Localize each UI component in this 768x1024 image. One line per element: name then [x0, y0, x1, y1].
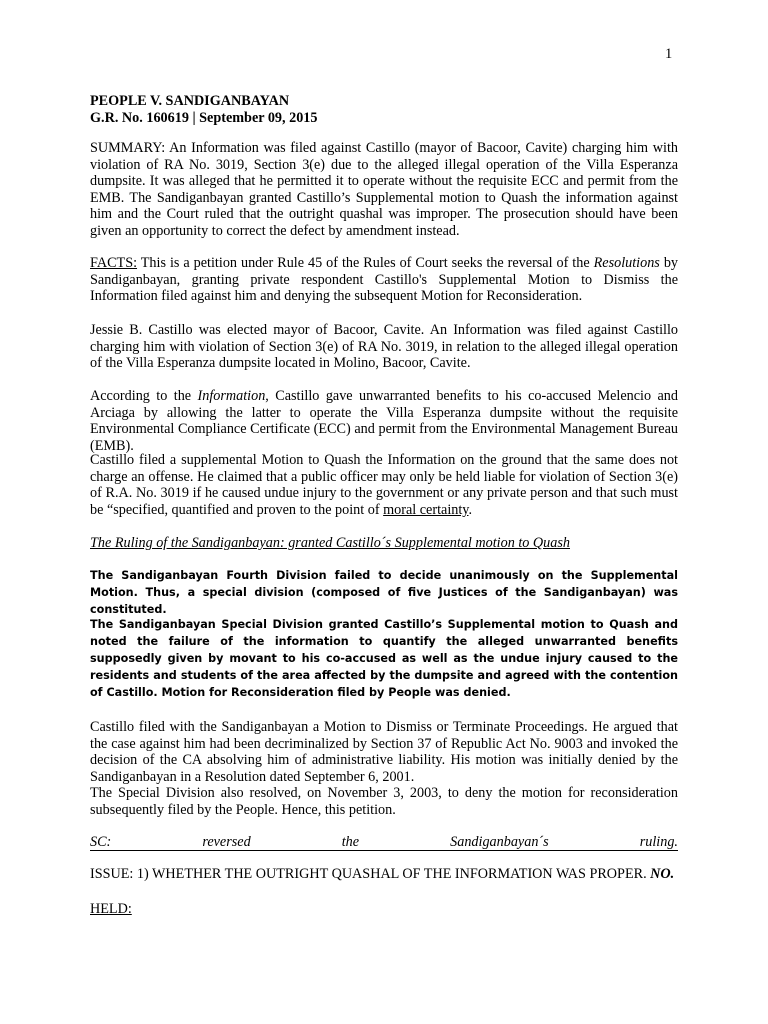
special-division-resolution-paragraph: The Special Division also resolved, on November 3, 2003, to deny the motion for reconsideration subsequently filed by the People. Hence, this petition. [90, 785, 678, 818]
facts-text-b: by Sandiganbayan, granting private respondent Castillo's Supplemental Motion to Dismiss the Information filed against him and denying the subsequent Motion for Reconsideration. [90, 255, 679, 305]
issue-answer: NO. [650, 866, 675, 882]
issue-text: ISSUE: 1) WHETHER THE OUTRIGHT QUASHAL OF THE INFORMATION WAS PROPER. [90, 866, 651, 882]
facts-label: FACTS: [90, 255, 138, 271]
case-name: PEOPLE V. SANDIGANBAYAN [90, 93, 290, 109]
sc-word-5: ruling. [639, 834, 678, 850]
sc-word-4: Sandiganbayan´s [450, 834, 549, 850]
special-division-paragraph: The Sandiganbayan Special Division granted Castillo’s Supplemental motion to Quash and noted the failure of the information to quantify the alleged unwarranted benefits supposedly given by movant to his co-accused as well as the undue injury caused to the residents and students of the area affected by the dumpsite and agreed with the contention of Castillo. Motion for Reconsideration filed by People was denied. [90, 618, 678, 699]
held-heading: HELD: [90, 901, 132, 917]
information-text-b: , Castillo gave unwarranted benefits to his co-accused Melencio and Arciaga by allowing the latter to operate the Villa Esperanza dumpsite without the requisite Environmental Compliance Certificate (ECC) and permit from the Environmental Management Bureau (EMB). [90, 388, 678, 454]
sc-word-2: reversed [202, 834, 251, 850]
ruling-heading: The Ruling of the Sandiganbayan: granted Castillo´s Supplemental motion to Quash [90, 535, 570, 551]
case-title-block [90, 93, 678, 126]
motion-to-dismiss-paragraph: Castillo filed with the Sandiganbayan a Motion to Dismiss or Terminate Proceedings. He argued that the case against him had been decriminalized by Section 37 of Republic Act No. 9003 and invoked the decision of the CA absolving him of administrative liability. His motion was initially denied by the Sandiganbayan in a Resolution dated September 6, 2001. [90, 719, 678, 785]
sc-ruling-line [90, 834, 678, 851]
supplemental-text-a: Castillo filed a supplemental Motion to Quash the Information on the ground that the same does not charge an offense. He claimed that a public officer may only be held liable for violation of Section 3(e) of R.A. No. 3019 if he caused undue injury to the government or any private person and that such must be “specified, quantified and proven to the point of [90, 452, 678, 518]
case-gr-number: G.R. No. 160619 | September 09, 2015 [90, 109, 318, 126]
summary-paragraph: SUMMARY: An Information was filed against Castillo (mayor of Bacoor, Cavite) charging him with violation of RA No. 3019, Section 3(e) due to the alleged illegal operation of the Villa Esperanza dumpsite. It was alleged that he permitted it to operate without the requisite ECC and permit from the EMB. The Sandiganbayan granted Castillo’s Supplemental motion to Quash the information against him and the Court ruled that the outright quashal was improper. The prosecution should have been given an opportunity to correct the defect by amendment instead. [90, 140, 678, 239]
page-number: 1 [665, 46, 673, 62]
sc-word-3: the [341, 834, 360, 850]
supplemental-motion-paragraph [90, 452, 678, 518]
sc-word-1: SC: [90, 834, 112, 850]
issue-line [90, 866, 678, 883]
supplemental-text-b: . [468, 501, 473, 518]
sc-underline-rule [90, 850, 678, 851]
facts-text-a: This is a petition under Rule 45 of the Rules of Court seeks the reversal of the [137, 255, 594, 271]
castillo-mayor-paragraph: Jessie B. Castillo was elected mayor of Bacoor, Cavite. An Information was filed against Castillo charging him with violation of Section 3(e) of RA No. 3019, in relation to the alleged illegal operation of the Villa Esperanza dumpsite located in Molino, Bacoor, Cavite. [90, 322, 678, 372]
facts-paragraph [90, 255, 678, 305]
moral-certainty-underlined: moral certainty [383, 501, 469, 518]
information-text-a: According to the [90, 388, 198, 404]
information-italic-word: Information [197, 388, 266, 404]
fourth-division-paragraph: The Sandiganbayan Fourth Division failed to decide unanimously on the Supplemental Motion. Thus, a special division (composed of five Justices of the Sandiganbayan) was constituted. [90, 569, 678, 616]
facts-italic-resolutions: Resolutions [593, 255, 660, 271]
information-paragraph [90, 388, 678, 454]
